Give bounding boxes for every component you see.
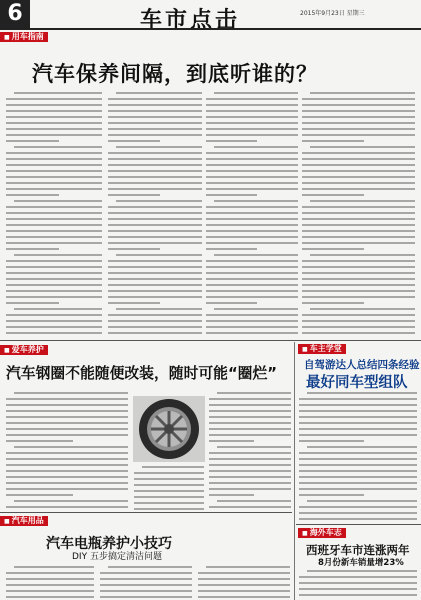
text-line — [108, 116, 202, 118]
text-line — [217, 446, 291, 448]
text-line — [206, 272, 298, 274]
text-line — [6, 188, 102, 190]
text-line — [310, 200, 415, 202]
text-line — [6, 194, 59, 196]
text-line — [6, 182, 102, 184]
text-line — [134, 502, 204, 504]
section-tag-care: ■ 爱车养护 — [0, 345, 48, 355]
text-line — [100, 572, 192, 574]
text-line — [6, 422, 128, 424]
text-line — [6, 296, 102, 298]
text-line — [14, 392, 128, 394]
text-line — [206, 158, 298, 160]
text-line — [108, 176, 202, 178]
overseas-headline-2: 8月份新车销量增23% — [318, 558, 404, 568]
text-line — [217, 392, 291, 394]
text-line — [206, 266, 298, 268]
text-line — [209, 434, 291, 436]
text-line — [108, 164, 202, 166]
text-line — [6, 260, 102, 262]
text-line — [116, 92, 202, 94]
text-line — [209, 440, 254, 442]
divider — [0, 512, 292, 513]
text-line — [6, 476, 128, 478]
text-line — [209, 470, 291, 472]
text-line — [299, 464, 417, 466]
text-line — [14, 254, 102, 256]
text-line — [206, 236, 298, 238]
text-line — [206, 230, 298, 232]
text-line — [209, 452, 291, 454]
text-line — [108, 104, 202, 106]
text-line — [302, 272, 415, 274]
text-line — [14, 500, 128, 502]
text-line — [6, 572, 94, 574]
text-line — [209, 476, 291, 478]
text-line — [310, 146, 415, 148]
text-line — [6, 152, 102, 154]
text-line — [302, 152, 415, 154]
text-line — [206, 134, 298, 136]
text-line — [209, 428, 291, 430]
text-line — [299, 488, 417, 490]
text-line — [134, 490, 204, 492]
school-headline-2: 最好同车型组队 — [306, 375, 408, 391]
text-line — [209, 488, 291, 490]
text-line — [209, 482, 291, 484]
text-line — [214, 308, 298, 310]
text-line — [299, 482, 417, 484]
text-line — [302, 176, 415, 178]
text-line — [108, 152, 202, 154]
text-line — [302, 140, 364, 142]
text-line — [310, 92, 415, 94]
text-line — [6, 176, 102, 178]
text-line — [100, 596, 192, 598]
text-line — [302, 314, 415, 316]
text-line — [6, 326, 102, 328]
text-line — [214, 146, 298, 148]
text-line — [302, 98, 415, 100]
text-line — [108, 326, 202, 328]
text-line — [302, 236, 415, 238]
text-line — [302, 320, 415, 322]
text-line — [108, 218, 202, 220]
text-line — [116, 146, 202, 148]
text-line — [206, 242, 298, 244]
text-line — [299, 506, 417, 508]
text-line — [310, 254, 415, 256]
text-line — [108, 110, 202, 112]
text-line — [108, 278, 202, 280]
text-line — [6, 218, 102, 220]
text-line — [6, 470, 128, 472]
text-line — [108, 242, 202, 244]
text-line — [198, 572, 290, 574]
text-line — [299, 494, 364, 496]
text-line — [108, 320, 202, 322]
text-line — [299, 440, 364, 442]
text-line — [302, 230, 415, 232]
text-line — [6, 404, 128, 406]
text-line — [302, 284, 415, 286]
text-line — [307, 570, 417, 572]
text-line — [6, 206, 102, 208]
text-line — [206, 206, 298, 208]
text-line — [302, 206, 415, 208]
text-line — [206, 152, 298, 154]
text-line — [209, 464, 291, 466]
school-headline-1: 自驾游达人总结四条经验 — [304, 359, 420, 371]
overseas-headline-1: 西班牙车市连涨两年 — [306, 543, 410, 557]
text-line — [6, 284, 102, 286]
text-line — [209, 422, 291, 424]
text-line — [108, 140, 160, 142]
text-line — [6, 440, 73, 442]
text-line — [6, 416, 128, 418]
text-line — [302, 122, 415, 124]
guide-headline: 汽车保养间隔，到底听谁的？ — [32, 62, 318, 86]
text-line — [206, 98, 298, 100]
text-line — [6, 104, 102, 106]
column-divider — [294, 342, 295, 600]
text-line — [6, 116, 102, 118]
text-line — [299, 410, 417, 412]
text-line — [108, 122, 202, 124]
text-line — [134, 472, 204, 474]
text-line — [302, 266, 415, 268]
text-line — [299, 398, 417, 400]
text-line — [108, 98, 202, 100]
text-line — [108, 332, 202, 334]
text-line — [108, 224, 202, 226]
text-line — [108, 134, 202, 136]
text-line — [209, 506, 291, 508]
text-line — [299, 518, 417, 520]
text-line — [206, 128, 298, 130]
text-line — [302, 332, 415, 334]
text-line — [14, 146, 102, 148]
divider — [296, 524, 421, 525]
text-line — [6, 212, 102, 214]
text-line — [299, 470, 417, 472]
text-line — [209, 458, 291, 460]
text-line — [6, 314, 102, 316]
text-line — [6, 596, 94, 598]
text-line — [299, 458, 417, 460]
text-line — [108, 260, 202, 262]
text-line — [108, 170, 202, 172]
text-line — [302, 194, 364, 196]
text-line — [108, 290, 202, 292]
text-line — [108, 212, 202, 214]
text-line — [209, 416, 291, 418]
text-line — [6, 158, 102, 160]
text-line — [100, 584, 192, 586]
text-line — [302, 110, 415, 112]
text-line — [302, 170, 415, 172]
text-line — [108, 188, 202, 190]
text-line — [6, 584, 94, 586]
text-line — [206, 332, 298, 334]
text-line — [6, 230, 102, 232]
text-line — [302, 128, 415, 130]
text-line — [209, 410, 291, 412]
text-line — [108, 206, 202, 208]
text-line — [302, 278, 415, 280]
text-line — [108, 248, 160, 250]
text-line — [217, 500, 291, 502]
text-line — [302, 164, 415, 166]
text-line — [206, 314, 298, 316]
text-line — [6, 122, 102, 124]
text-line — [302, 296, 415, 298]
text-line — [134, 496, 204, 498]
text-line — [6, 464, 128, 466]
text-line — [6, 482, 128, 484]
text-line — [206, 218, 298, 220]
text-line — [302, 188, 415, 190]
text-line — [206, 320, 298, 322]
text-line — [116, 200, 202, 202]
text-line — [299, 404, 417, 406]
text-line — [299, 588, 417, 590]
text-line — [302, 302, 364, 304]
text-line — [198, 590, 290, 592]
text-line — [206, 194, 257, 196]
text-line — [6, 242, 102, 244]
text-line — [108, 230, 202, 232]
text-line — [299, 434, 417, 436]
text-line — [206, 566, 290, 568]
text-line — [6, 98, 102, 100]
section-tag-guide: ■ 用车指南 — [0, 32, 48, 42]
text-line — [206, 290, 298, 292]
text-line — [6, 236, 102, 238]
text-line — [108, 284, 202, 286]
text-line — [214, 92, 298, 94]
text-line — [14, 446, 128, 448]
text-line — [14, 308, 102, 310]
text-line — [206, 110, 298, 112]
text-line — [310, 308, 415, 310]
section-tag-supplies: ■ 汽车用品 — [0, 516, 48, 526]
text-line — [209, 398, 291, 400]
text-line — [198, 584, 290, 586]
text-line — [206, 188, 298, 190]
text-line — [6, 266, 102, 268]
text-line — [302, 248, 364, 250]
text-line — [307, 446, 417, 448]
text-line — [6, 458, 128, 460]
text-line — [307, 392, 417, 394]
text-line — [6, 434, 128, 436]
text-line — [206, 260, 298, 262]
text-line — [206, 212, 298, 214]
text-line — [6, 488, 128, 490]
text-line — [6, 140, 59, 142]
text-line — [302, 290, 415, 292]
text-line — [6, 578, 94, 580]
text-line — [198, 596, 290, 598]
text-line — [108, 236, 202, 238]
text-line — [299, 452, 417, 454]
text-line — [302, 242, 415, 244]
text-line — [6, 398, 128, 400]
text-line — [206, 248, 257, 250]
text-line — [206, 182, 298, 184]
text-line — [108, 158, 202, 160]
text-line — [302, 158, 415, 160]
text-line — [299, 428, 417, 430]
text-line — [6, 302, 59, 304]
text-line — [206, 296, 298, 298]
text-line — [108, 296, 202, 298]
text-line — [14, 200, 102, 202]
car-wheel-photo — [133, 396, 205, 462]
text-line — [142, 466, 204, 468]
divider — [0, 340, 421, 341]
text-line — [6, 128, 102, 130]
text-line — [209, 494, 254, 496]
text-line — [6, 410, 128, 412]
text-line — [302, 134, 415, 136]
text-line — [6, 332, 102, 334]
text-line — [6, 452, 128, 454]
issue-date: 2015年9月23日 星期三 — [300, 10, 365, 17]
text-line — [302, 260, 415, 262]
text-line — [206, 116, 298, 118]
text-line — [6, 248, 59, 250]
text-line — [6, 170, 102, 172]
text-line — [302, 218, 415, 220]
text-line — [6, 224, 102, 226]
page-number: 6 — [0, 0, 30, 28]
text-line — [198, 578, 290, 580]
text-line — [134, 478, 204, 480]
text-line — [108, 194, 160, 196]
text-line — [299, 416, 417, 418]
text-line — [6, 506, 128, 508]
supplies-headline: 汽车电瓶养护小技巧 — [46, 536, 172, 552]
text-line — [299, 582, 417, 584]
text-line — [299, 476, 417, 478]
text-line — [206, 164, 298, 166]
text-line — [100, 578, 192, 580]
text-line — [206, 302, 257, 304]
masthead-rule — [0, 28, 421, 30]
text-line — [299, 512, 417, 514]
text-line — [108, 302, 160, 304]
text-line — [206, 122, 298, 124]
text-line — [206, 326, 298, 328]
text-line — [108, 566, 192, 568]
text-line — [100, 590, 192, 592]
text-line — [134, 508, 204, 510]
text-line — [6, 494, 73, 496]
text-line — [206, 284, 298, 286]
text-line — [6, 590, 94, 592]
text-line — [6, 278, 102, 280]
page-title: 车市点击 — [140, 8, 241, 33]
text-line — [307, 500, 417, 502]
text-line — [108, 182, 202, 184]
text-line — [302, 104, 415, 106]
text-line — [206, 140, 257, 142]
text-line — [206, 224, 298, 226]
supplies-subhead: DIY 五步搞定清洁问题 — [72, 552, 162, 562]
text-line — [206, 176, 298, 178]
text-line — [108, 314, 202, 316]
text-line — [116, 308, 202, 310]
text-line — [108, 128, 202, 130]
text-line — [6, 110, 102, 112]
text-line — [134, 484, 204, 486]
text-line — [302, 116, 415, 118]
text-line — [6, 134, 102, 136]
care-headline: 汽车钢圈不能随便改装，随时可能“圈烂” — [6, 365, 277, 382]
text-line — [6, 164, 102, 166]
text-line — [299, 594, 417, 596]
text-line — [302, 182, 415, 184]
text-line — [108, 272, 202, 274]
text-line — [14, 566, 94, 568]
text-line — [6, 428, 128, 430]
text-line — [6, 290, 102, 292]
section-tag-school: ■ 车主学堂 — [298, 344, 346, 354]
text-line — [302, 224, 415, 226]
text-line — [209, 404, 291, 406]
text-line — [214, 254, 298, 256]
text-line — [299, 576, 417, 578]
text-line — [299, 422, 417, 424]
section-tag-overseas: ■ 海外车志 — [298, 528, 346, 538]
text-line — [206, 278, 298, 280]
text-line — [302, 212, 415, 214]
text-line — [214, 200, 298, 202]
text-line — [6, 272, 102, 274]
text-line — [302, 326, 415, 328]
text-line — [6, 320, 102, 322]
text-line — [116, 254, 202, 256]
text-line — [206, 104, 298, 106]
text-line — [14, 92, 102, 94]
text-line — [108, 266, 202, 268]
text-line — [206, 170, 298, 172]
